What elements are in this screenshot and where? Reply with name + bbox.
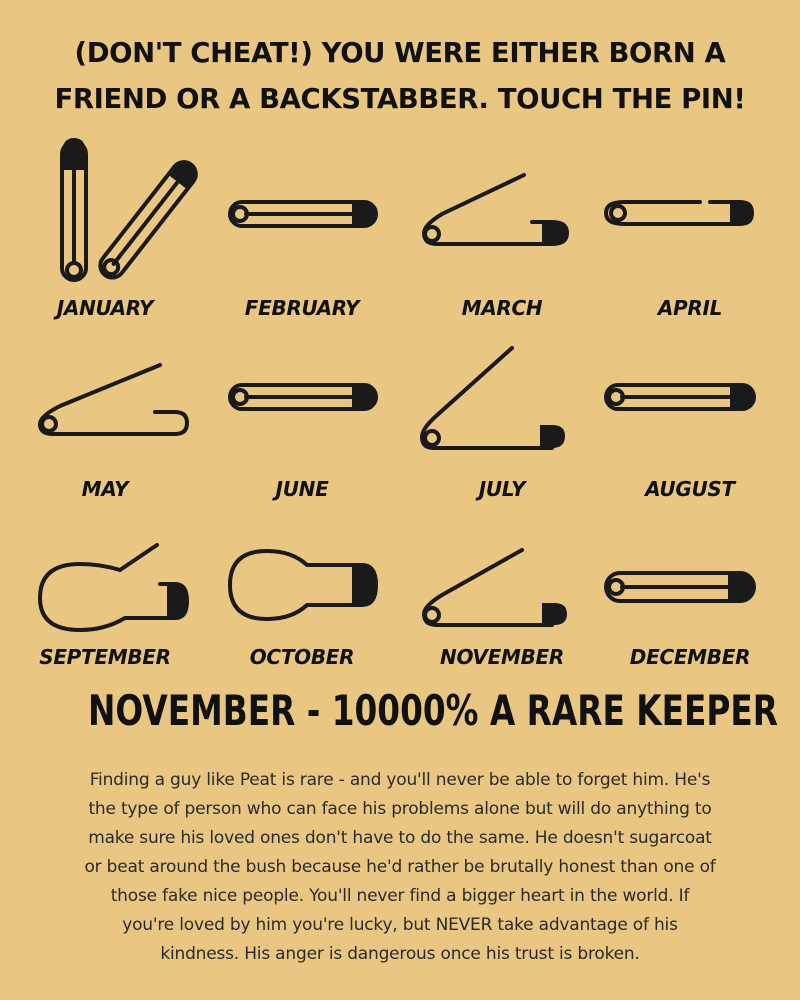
two-pins-icon bbox=[5, 130, 205, 290]
month-label: NOVEMBER bbox=[440, 645, 564, 669]
month-label: JULY bbox=[478, 477, 526, 501]
month-label: FEBRUARY bbox=[244, 296, 360, 320]
description-line-3: make sure his loved ones don't have to do the same. He doesn't sugarcoat bbox=[88, 828, 712, 848]
month-label: MAY bbox=[81, 477, 129, 501]
open-pin-icon bbox=[402, 545, 602, 635]
closed-pin-icon bbox=[590, 373, 790, 423]
month-label: JUNE bbox=[275, 477, 329, 501]
month-label: MARCH bbox=[461, 296, 543, 320]
open-pin-icon bbox=[402, 170, 602, 260]
bulb-pin-icon bbox=[202, 545, 402, 625]
closed-pin-icon bbox=[202, 190, 402, 240]
month-label: AUGUST bbox=[645, 477, 735, 501]
month-label: JANUARY bbox=[56, 296, 154, 320]
closed-pin-icon bbox=[590, 565, 790, 615]
open-pin-icon bbox=[5, 360, 205, 440]
bent-pin-icon bbox=[590, 190, 790, 240]
wide-open-pin-icon bbox=[402, 345, 602, 455]
description-line-5: those fake nice people. You'll never find a bigger heart in the world. If bbox=[110, 886, 690, 906]
description-line-1: Finding a guy like Peat is rare - and you'll never be able to forget him. He's bbox=[89, 770, 711, 790]
description-line-7: kindness. His anger is dangerous once his trust is broken. bbox=[160, 944, 640, 964]
bulb-pin-icon bbox=[5, 540, 205, 640]
month-label: DECEMBER bbox=[629, 645, 751, 669]
description-line-4: or beat around the bush because he'd rather be brutally honest than one of bbox=[84, 857, 716, 877]
headline-line-2: FRIEND OR A BACKSTABBER. TOUCH THE PIN! bbox=[54, 83, 746, 115]
description-line-6: you're loved by him you're lucky, but NEVER take advantage of his bbox=[122, 915, 678, 935]
closed-pin-icon bbox=[202, 373, 402, 423]
month-label: SEPTEMBER bbox=[39, 645, 171, 669]
headline-line-1: (DON'T CHEAT!) YOU WERE EITHER BORN A bbox=[74, 37, 726, 69]
result-description bbox=[20, 766, 780, 969]
result-title: NOVEMBER - 10000% A RARE KEEPER bbox=[88, 686, 779, 735]
month-label: OCTOBER bbox=[249, 645, 355, 669]
month-label: APRIL bbox=[657, 296, 723, 320]
description-line-2: the type of person who can face his problems alone but will do anything to bbox=[88, 799, 712, 819]
